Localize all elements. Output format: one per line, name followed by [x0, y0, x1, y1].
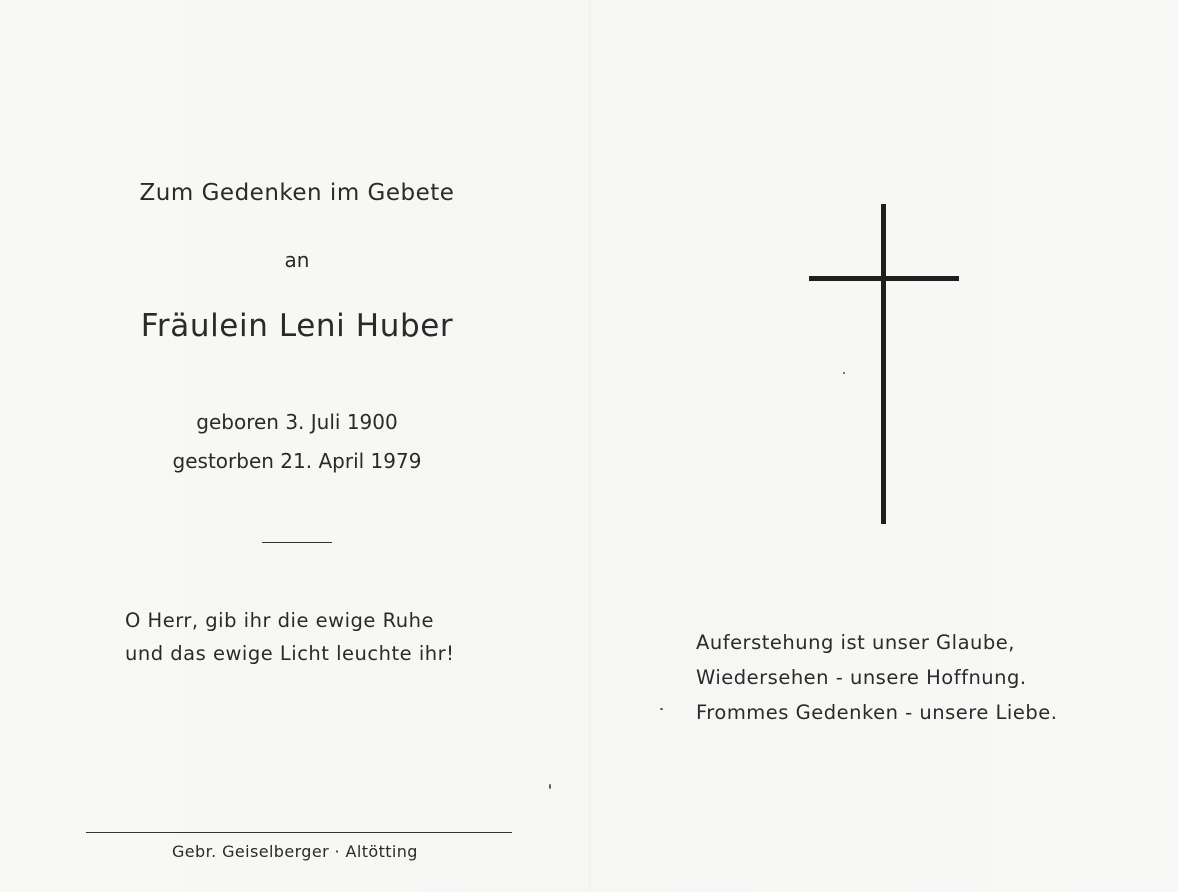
deceased-name: Fräulein Leni Huber [140, 308, 454, 344]
conjunction-text: an [284, 248, 310, 272]
verse-block [696, 625, 1057, 730]
latin-cross-icon [790, 190, 980, 540]
printer-imprint: Gebr. Geiselberger · Altötting [172, 842, 418, 861]
right-page [590, 0, 1178, 892]
verse-line-2: Wiedersehen - unsere Hoffnung. [696, 666, 1027, 689]
printer-rule [86, 832, 512, 833]
death-date: gestorben 21. April 1979 [172, 449, 422, 473]
prayer-line-1: O Herr, gib ihr die ewige Ruhe [125, 609, 434, 632]
divider-rule [262, 542, 332, 543]
verse-line-1: Auferstehung ist unser Glaube, [696, 631, 1015, 654]
prayer-line-2: und das ewige Licht leuchte ihr! [125, 642, 455, 665]
verse-line-3: Frommes Gedenken - unsere Liebe. [696, 701, 1058, 724]
cross-vertical-bar [881, 204, 886, 524]
paper-speck [549, 784, 551, 789]
prayer-block [125, 604, 454, 670]
birth-date: geboren 3. Juli 1900 [196, 410, 398, 434]
memorial-heading: Zum Gedenken im Gebete [139, 180, 455, 206]
paper-speck [660, 708, 663, 710]
cross-horizontal-bar [809, 276, 959, 281]
paper-speck [843, 372, 845, 374]
